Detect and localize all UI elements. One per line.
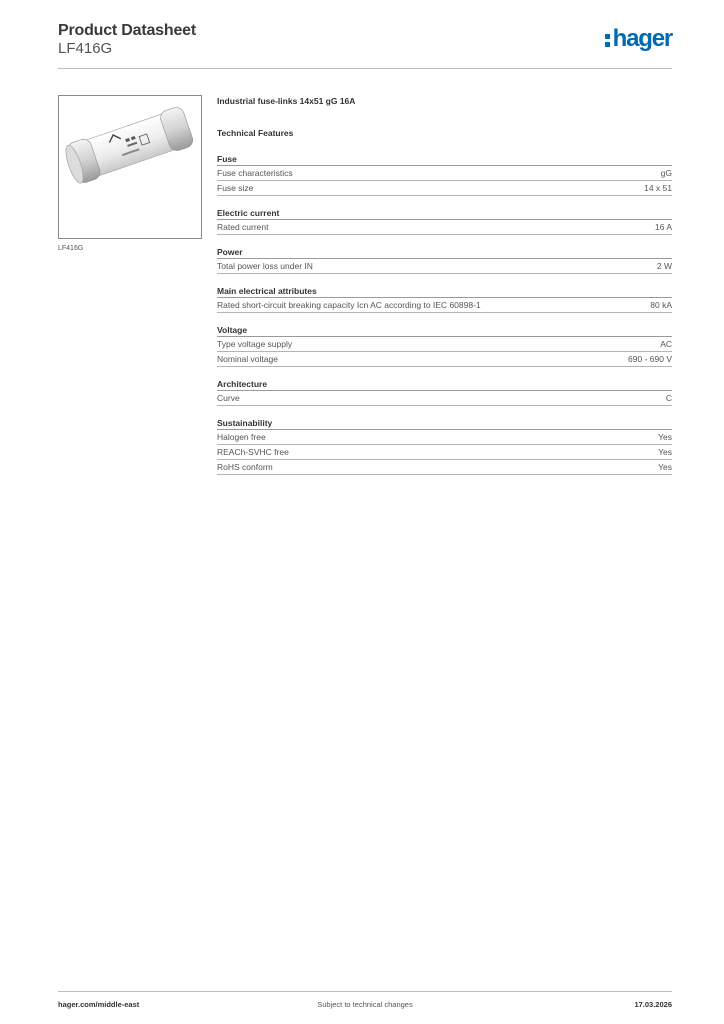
fuse-cartridge-icon (59, 96, 201, 238)
feature-row (217, 352, 672, 367)
feature-value: AC (660, 339, 672, 349)
product-code: LF416G (58, 40, 113, 57)
logo-text: hager (612, 25, 672, 52)
image-caption: LF416G (58, 245, 84, 252)
feature-label: Rated short-circuit breaking capacity Icn AC according to IEC 60898-1 (217, 300, 481, 310)
footer-date: 17.03.2026 (634, 1000, 672, 1009)
feature-value: 80 kA (650, 300, 672, 310)
feature-row (217, 445, 672, 460)
feature-row (217, 337, 672, 352)
feature-section (217, 154, 672, 196)
section-title: Voltage (217, 325, 672, 337)
feature-label: Fuse characteristics (217, 168, 293, 178)
feature-row (217, 430, 672, 445)
footer-website: hager.com/middle-east (58, 1000, 140, 1009)
feature-label: Type voltage supply (217, 339, 293, 349)
feature-row (217, 220, 672, 235)
feature-value: 14 x 51 (644, 183, 672, 193)
product-image (58, 95, 202, 239)
feature-label: Halogen free (217, 432, 266, 442)
feature-row (217, 259, 672, 274)
feature-value: gG (660, 168, 672, 178)
feature-value: Yes (658, 432, 672, 442)
product-name: Industrial fuse-links 14x51 gG 16A (217, 96, 356, 106)
hager-logo (604, 25, 672, 56)
feature-label: REACh-SVHC free (217, 447, 289, 457)
section-title: Fuse (217, 154, 672, 166)
feature-value: C (665, 393, 672, 403)
feature-section (217, 286, 672, 313)
page-title: Product Datasheet (58, 22, 196, 39)
feature-row (217, 181, 672, 196)
technical-features-heading: Technical Features (217, 128, 294, 138)
section-title: Power (217, 247, 672, 259)
feature-section (217, 418, 672, 475)
feature-section (217, 379, 672, 406)
feature-label: Total power loss under IN (217, 261, 313, 271)
page-footer (58, 991, 672, 1013)
section-title: Sustainability (217, 418, 672, 430)
feature-label: Rated current (217, 222, 269, 232)
feature-value: Yes (658, 462, 672, 472)
feature-label: RoHS conform (217, 462, 273, 472)
feature-section (217, 208, 672, 235)
feature-value: 16 A (654, 222, 672, 232)
footer-notice: Subject to technical changes (317, 1000, 413, 1009)
page-header (58, 22, 672, 69)
feature-value: Yes (658, 447, 672, 457)
section-title: Main electrical attributes (217, 286, 672, 298)
feature-section (217, 247, 672, 274)
section-title: Electric current (217, 208, 672, 220)
feature-label: Curve (217, 393, 240, 403)
section-title: Architecture (217, 379, 672, 391)
feature-row (217, 391, 672, 406)
logo-dots-icon (604, 28, 612, 48)
feature-sections (217, 154, 672, 475)
feature-value: 690 - 690 V (628, 354, 672, 364)
feature-section (217, 325, 672, 367)
feature-row (217, 298, 672, 313)
feature-row (217, 460, 672, 475)
feature-value: 2 W (656, 261, 672, 271)
product-details (217, 96, 672, 475)
feature-label: Fuse size (217, 183, 254, 193)
feature-label: Nominal voltage (217, 354, 278, 364)
feature-row (217, 166, 672, 181)
